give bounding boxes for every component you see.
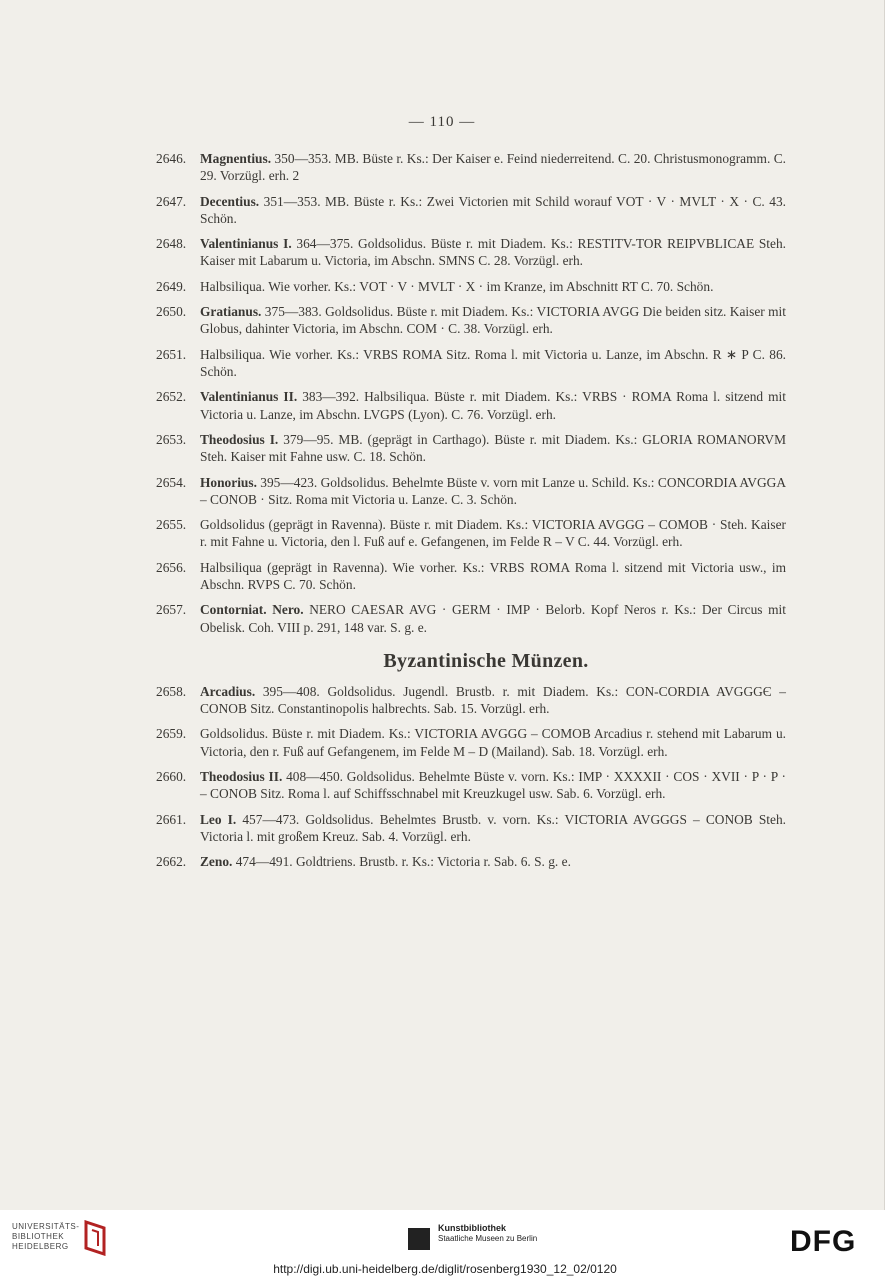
permalink-url[interactable]: http://digi.ub.uni-heidelberg.de/diglit/rosenberg1930_12_02/0120 (273, 1262, 617, 1276)
entry-description: 395—423. Goldsolidus. Behelmte Büste v. vorn mit Lanze u. Schild. Ks.: CONCORDIA AVGGA – CONOB · Sitz. Roma mit Victoria u. Lanze. C. 3. Schön. (200, 474, 786, 507)
entry-number: 2657. (156, 602, 187, 618)
entry-ruler-name: Gratianus. (200, 304, 262, 320)
catalog-entry (156, 811, 786, 845)
entry-ruler-name: Honorius. (200, 474, 257, 490)
catalog-entry (156, 193, 786, 227)
catalog-entry (156, 853, 786, 870)
footer-bar (0, 1210, 890, 1276)
entry-number: 2652. (156, 389, 187, 405)
catalog-entry (156, 303, 786, 337)
entry-description: Halbsiliqua. Wie vorher. Ks.: VRBS ROMA Sitz. Roma l. mit Victoria u. Lanze, im Abschn. R ∗ P C. 86. Schön. (200, 346, 786, 379)
entry-description: 457—473. Goldsolidus. Behelmtes Brustb. v. vorn. Ks.: VICTORIA AVGGGS – CONOB Steh. Victoria l. mit großem Kreuz. Sab. 4. Vorzügl. erh. (200, 811, 786, 844)
entry-description: 474—491. Goldtriens. Brustb. r. Ks.: Victoria r. Sab. 6. S. g. e. (232, 854, 571, 870)
page-number: — 110 — (408, 114, 476, 130)
dfg-logo[interactable]: DFG (790, 1225, 857, 1258)
byzantine-entries (156, 683, 786, 871)
entry-number: 2651. (156, 346, 187, 362)
kunstbibliothek-logo[interactable]: Kunstbibliothek Staatliche Museen zu Berlin (438, 1223, 538, 1243)
entry-ruler-name: Leo I. (200, 811, 237, 827)
entry-description: 379—95. MB. (geprägt in Carthago). Büste r. mit Diadem. Ks.: GLORIA ROMANORVM Steh. Kaiser mit Fahne usw. C. 18. Schön. (200, 431, 787, 465)
entry-ruler-name: Zeno. (200, 854, 233, 870)
entry-number: 2658. (156, 683, 187, 699)
catalog-entry (156, 474, 786, 508)
entry-description: 395—408. Goldsolidus. Jugendl. Brustb. r. mit Diadem. Ks.: CON-CORDIA AVGGGЄ – CONOB Sitz. Constantinopolis halbrechts. Sab. 15. Vorzügl. erh. (200, 683, 786, 716)
catalog-entry (156, 768, 786, 802)
catalog-entry (156, 431, 786, 465)
entry-number: 2660. (156, 768, 187, 784)
catalog-entry (156, 725, 786, 759)
entry-number: 2646. (156, 151, 187, 166)
entry-number: 2654. (156, 474, 187, 490)
entry-ruler-name: Valentinianus II. (200, 389, 298, 405)
entry-description: 383—392. Halbsiliqua. Büste r. mit Diadem. Ks.: VRBS · ROMA Roma l. sitzend mit Victoria u. Lanze, im Abschn. LVGPS (Lyon). C. 76. Vorzügl. erh. (200, 389, 786, 422)
entry-description: Goldsolidus (geprägt in Ravenna). Büste r. mit Diadem. Ks.: VICTORIA AVGGG – COMOB · Steh. Kaiser r. mit Fahne u. Victoria, den l. Fuß auf e. Gefangenen, im Felde R – V C. 44. Vorzügl. erh. (200, 517, 786, 550)
catalog-entry (156, 278, 786, 295)
entry-ruler-name: Magnentius. (200, 151, 272, 166)
entry-description: 351—353. MB. Büste r. Ks.: Zwei Victorien mit Schild worauf VOT · V · MVLT · X · C. 43. Schön. (200, 193, 786, 226)
entry-description: NERO CAESAR AVG · GERM · IMP · Belorb. Kopf Neros r. Ks.: Der Circus mit Obelisk. Coh. VIII p. 291, 148 var. S. g. e. (200, 602, 787, 635)
entry-ruler-name: Decentius. (200, 193, 260, 209)
entry-number: 2649. (156, 278, 187, 294)
catalog-entries (156, 150, 786, 879)
entry-number: 2650. (156, 304, 187, 320)
kunstbibliothek-logo-icon (408, 1228, 430, 1250)
entry-number: 2648. (156, 236, 187, 252)
entry-description: 408—450. Goldsolidus. Behelmte Büste v. vorn. Ks.: IMP · XXXXII · COS · XVII · P · P · – CONOB Sitz. Roma l. auf Schiffsschnabel mit Kreuzkugel usw. Sab. 6. Vorzügl. erh. (200, 768, 786, 802)
entry-number: 2662. (156, 854, 187, 870)
entry-number: 2659. (156, 726, 187, 742)
catalog-entry (156, 683, 786, 717)
entry-number: 2653. (156, 431, 187, 447)
section-heading: Byzantinische Münzen. (383, 649, 589, 672)
entry-ruler-name: Contorniat. Nero. (200, 602, 304, 618)
catalog-entry (156, 516, 786, 550)
entry-number: 2655. (156, 517, 187, 533)
entry-ruler-name: Valentinianus I. (200, 236, 292, 252)
entry-description: Goldsolidus. Büste r. mit Diadem. Ks.: VICTORIA AVGGG – COMOB Arcadius r. stehend mit Labarum u. Victoria, den r. Fuß auf Gefangenem, im Felde M – D (Mailand). Sab. 18. Vorzügl. erh. (200, 726, 786, 759)
catalog-entry (156, 601, 786, 635)
catalog-entry (156, 150, 786, 184)
entry-ruler-name: Theodosius II. (200, 768, 283, 784)
heidelberg-library-logo[interactable]: UNIVERSITÄTS- BIBLIOTHEK HEIDELBERG (12, 1222, 80, 1251)
entry-description: Halbsiliqua (geprägt in Ravenna). Wie vorher. Ks.: VRBS ROMA Roma l. sitzend mit Victoria usw., im Abschn. RVPS C. 70. Schön. (200, 559, 786, 592)
catalog-entry (156, 388, 786, 422)
entry-ruler-name: Arcadius. (200, 683, 256, 699)
entry-number: 2661. (156, 811, 187, 827)
entry-description: 375—383. Goldsolidus. Büste r. mit Diadem. Ks.: VICTORIA AVGG Die beiden sitz. Kaiser mit Globus, dahinter Victoria, im Abschn. COM · C. 38. Vorzügl. erh. (200, 304, 786, 337)
catalog-entry (156, 346, 786, 380)
entry-description: 350—353. MB. Büste r. Ks.: Der Kaiser e. Feind niederreitend. C. 20. Christusmonogramm. C. 29. Vorzügl. erh. 2 (200, 151, 786, 184)
entry-number: 2656. (156, 559, 187, 575)
entry-description: Halbsiliqua. Wie vorher. Ks.: VOT · V · MVLT · X · im Kranze, im Abschnitt RT C. 70. Schön. (200, 278, 714, 294)
catalog-entry (156, 235, 786, 269)
catalog-entry (156, 559, 786, 593)
entry-ruler-name: Theodosius I. (200, 431, 279, 447)
roman-entries (156, 150, 786, 636)
heidelberg-emblem-icon (84, 1220, 106, 1256)
entry-number: 2647. (156, 193, 187, 209)
entry-description: 364—375. Goldsolidus. Büste r. mit Diadem. Ks.: RESTITV-TOR REIPVBLICAE Steh. Kaiser mit Labarum u. Victoria, im Abschn. SMNS C. 28. Vorzügl. erh. (200, 236, 786, 269)
